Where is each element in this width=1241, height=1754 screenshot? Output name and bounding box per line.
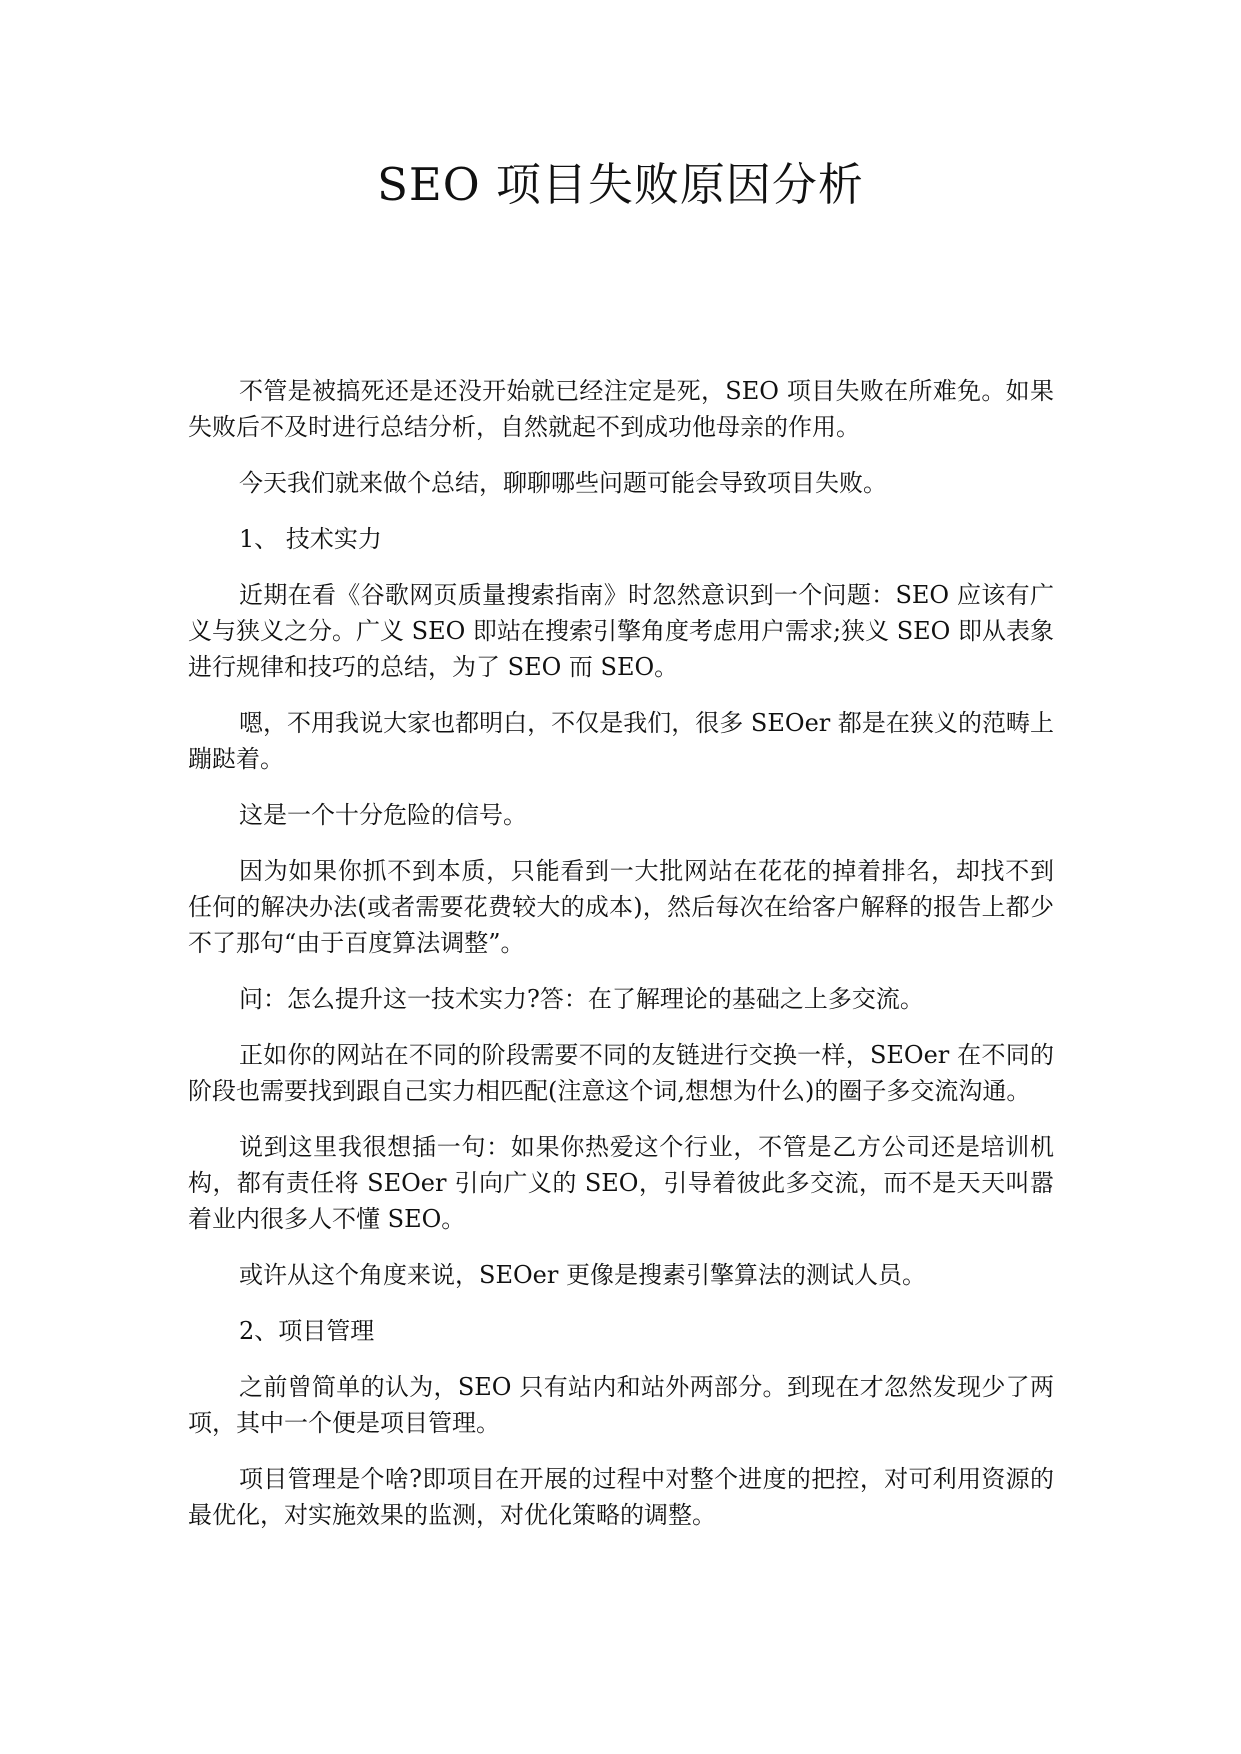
paragraph-intro: 不管是被搞死还是还没开始就已经注定是死，SEO 项目失败在所难免。如果失败后不及时进行总结分析，自然就起不到成功他母亲的作用。 [188,377,1054,441]
paragraph-project-management-definition: 项目管理是个啥?即项目在开展的过程中对整个进度的把控，对可利用资源的最优化，对实施效果的监测，对优化策略的调整。 [188,1465,1054,1529]
paragraph-question-answer: 问：怎么提升这一技术实力?答：在了解理论的基础之上多交流。 [239,985,924,1013]
paragraph-testing-role: 或许从这个角度来说，SEOer 更像是搜素引擎算法的测试人员。 [239,1261,926,1289]
section-heading-technical-strength: 1、 技术实力 [239,525,382,553]
paragraph-narrow-seo: 嗯，不用我说大家也都明白，不仅是我们，很多 SEOer 都是在狭义的范畴上蹦跶着。 [188,709,1054,773]
paragraph-communication: 正如你的网站在不同的阶段需要不同的友链进行交换一样，SEOer 在不同的阶段也需要找到跟自己实力相匹配(注意这个词,想想为什么)的圈子多交流沟通。 [188,1041,1054,1105]
paragraph-danger-signal: 这是一个十分危险的信号。 [239,801,527,829]
paragraph-seo-definition: 近期在看《谷歌网页质量搜索指南》时忽然意识到一个问题：SEO 应该有广义与狭义之分。广义 SEO 即站在搜索引擎角度考虑用户需求;狭义 SEO 即从表象进行规律和技巧的总结，为了 SEO 而 SEO。 [188,581,1054,681]
section-heading-project-management: 2、项目管理 [239,1317,375,1345]
paragraph-summary: 今天我们就来做个总结，聊聊哪些问题可能会导致项目失败。 [239,469,887,497]
paragraph-industry-note: 说到这里我很想插一句：如果你热爱这个行业，不管是乙方公司还是培训机构，都有责任将 SEOer 引向广义的 SEO，引导着彼此多交流，而不是天天叫嚣着业内很多人不懂 SEO。 [188,1133,1054,1233]
document-body [188,373,1054,1553]
paragraph-algorithm-adjustment: 因为如果你抓不到本质，只能看到一大批网站在花花的掉着排名，却找不到任何的解决办法(或者需要花费较大的成本)，然后每次在给客户解释的报告上都少不了那句“由于百度算法调整”。 [188,857,1054,957]
paragraph-project-management-intro: 之前曾简单的认为，SEO 只有站内和站外两部分。到现在才忽然发现少了两项，其中一个便是项目管理。 [188,1373,1054,1437]
document-title: SEO 项目失败原因分析 [377,158,864,211]
